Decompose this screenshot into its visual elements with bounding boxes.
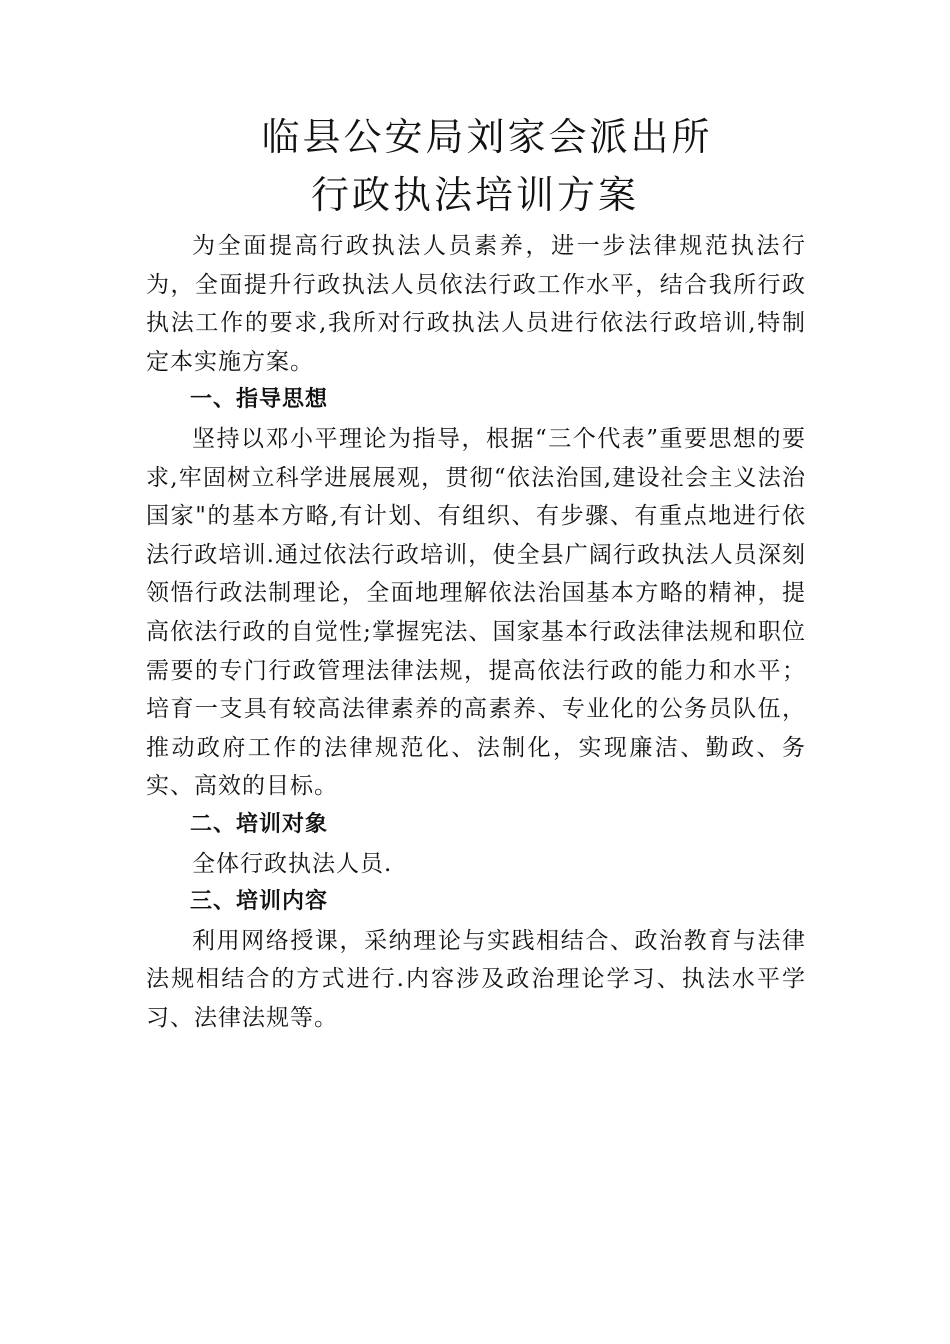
document-title	[0, 108, 950, 224]
title-line-2: 行政执法培训方案	[310, 173, 639, 217]
document-body	[146, 227, 806, 1037]
section-body-training-targets: 全体行政执法人员.	[192, 850, 393, 877]
section-body-training-content: 利用网络授课，采纳理论与实践相结合、政治教育与法律法规相结合的方式进行.内容涉及政治理论学习、执法水平学习、法律法规等。	[146, 927, 806, 1031]
title-line-1: 临县公安局刘家会派出所	[261, 115, 713, 159]
section-heading-training-targets: 二、培训对象	[190, 811, 329, 837]
intro-paragraph: 为全面提高行政执法人员素养，进一步法律规范执法行为，全面提升行政执法人员依法行政工作水平，结合我所行政执法工作的要求,我所对行政执法人员进行依法行政培训,特制定本实施方案。	[146, 233, 806, 375]
section-heading-training-content: 三、培训内容	[190, 889, 329, 915]
section-body-guiding-ideology: 坚持以邓小平理论为指导，根据“三个代表”重要思想的要求,牢固树立科学进展展观，贯彻“依法治国,建设社会主义法治国家"的基本方略,有计划、有组织、有步骤、有重点地进行依法行政培训.通过依法行政培训，使全县广阔行政执法人员深刻领悟行政法制理论，全面地理解依法治国基本方略的精神，提高依法行政的自觉性;掌握宪法、国家基本行政法律法规和职位需要的专门行政管理法律法规，提高依法行政的能力和水平；培育一支具有较高法律素养的高素养、专业化的公务员队伍，推动政府工作的法律规范化、法制化，实现廉洁、勤政、务实、高效的目标。	[146, 425, 806, 800]
section-heading-guiding-ideology: 一、指导思想	[190, 387, 329, 413]
